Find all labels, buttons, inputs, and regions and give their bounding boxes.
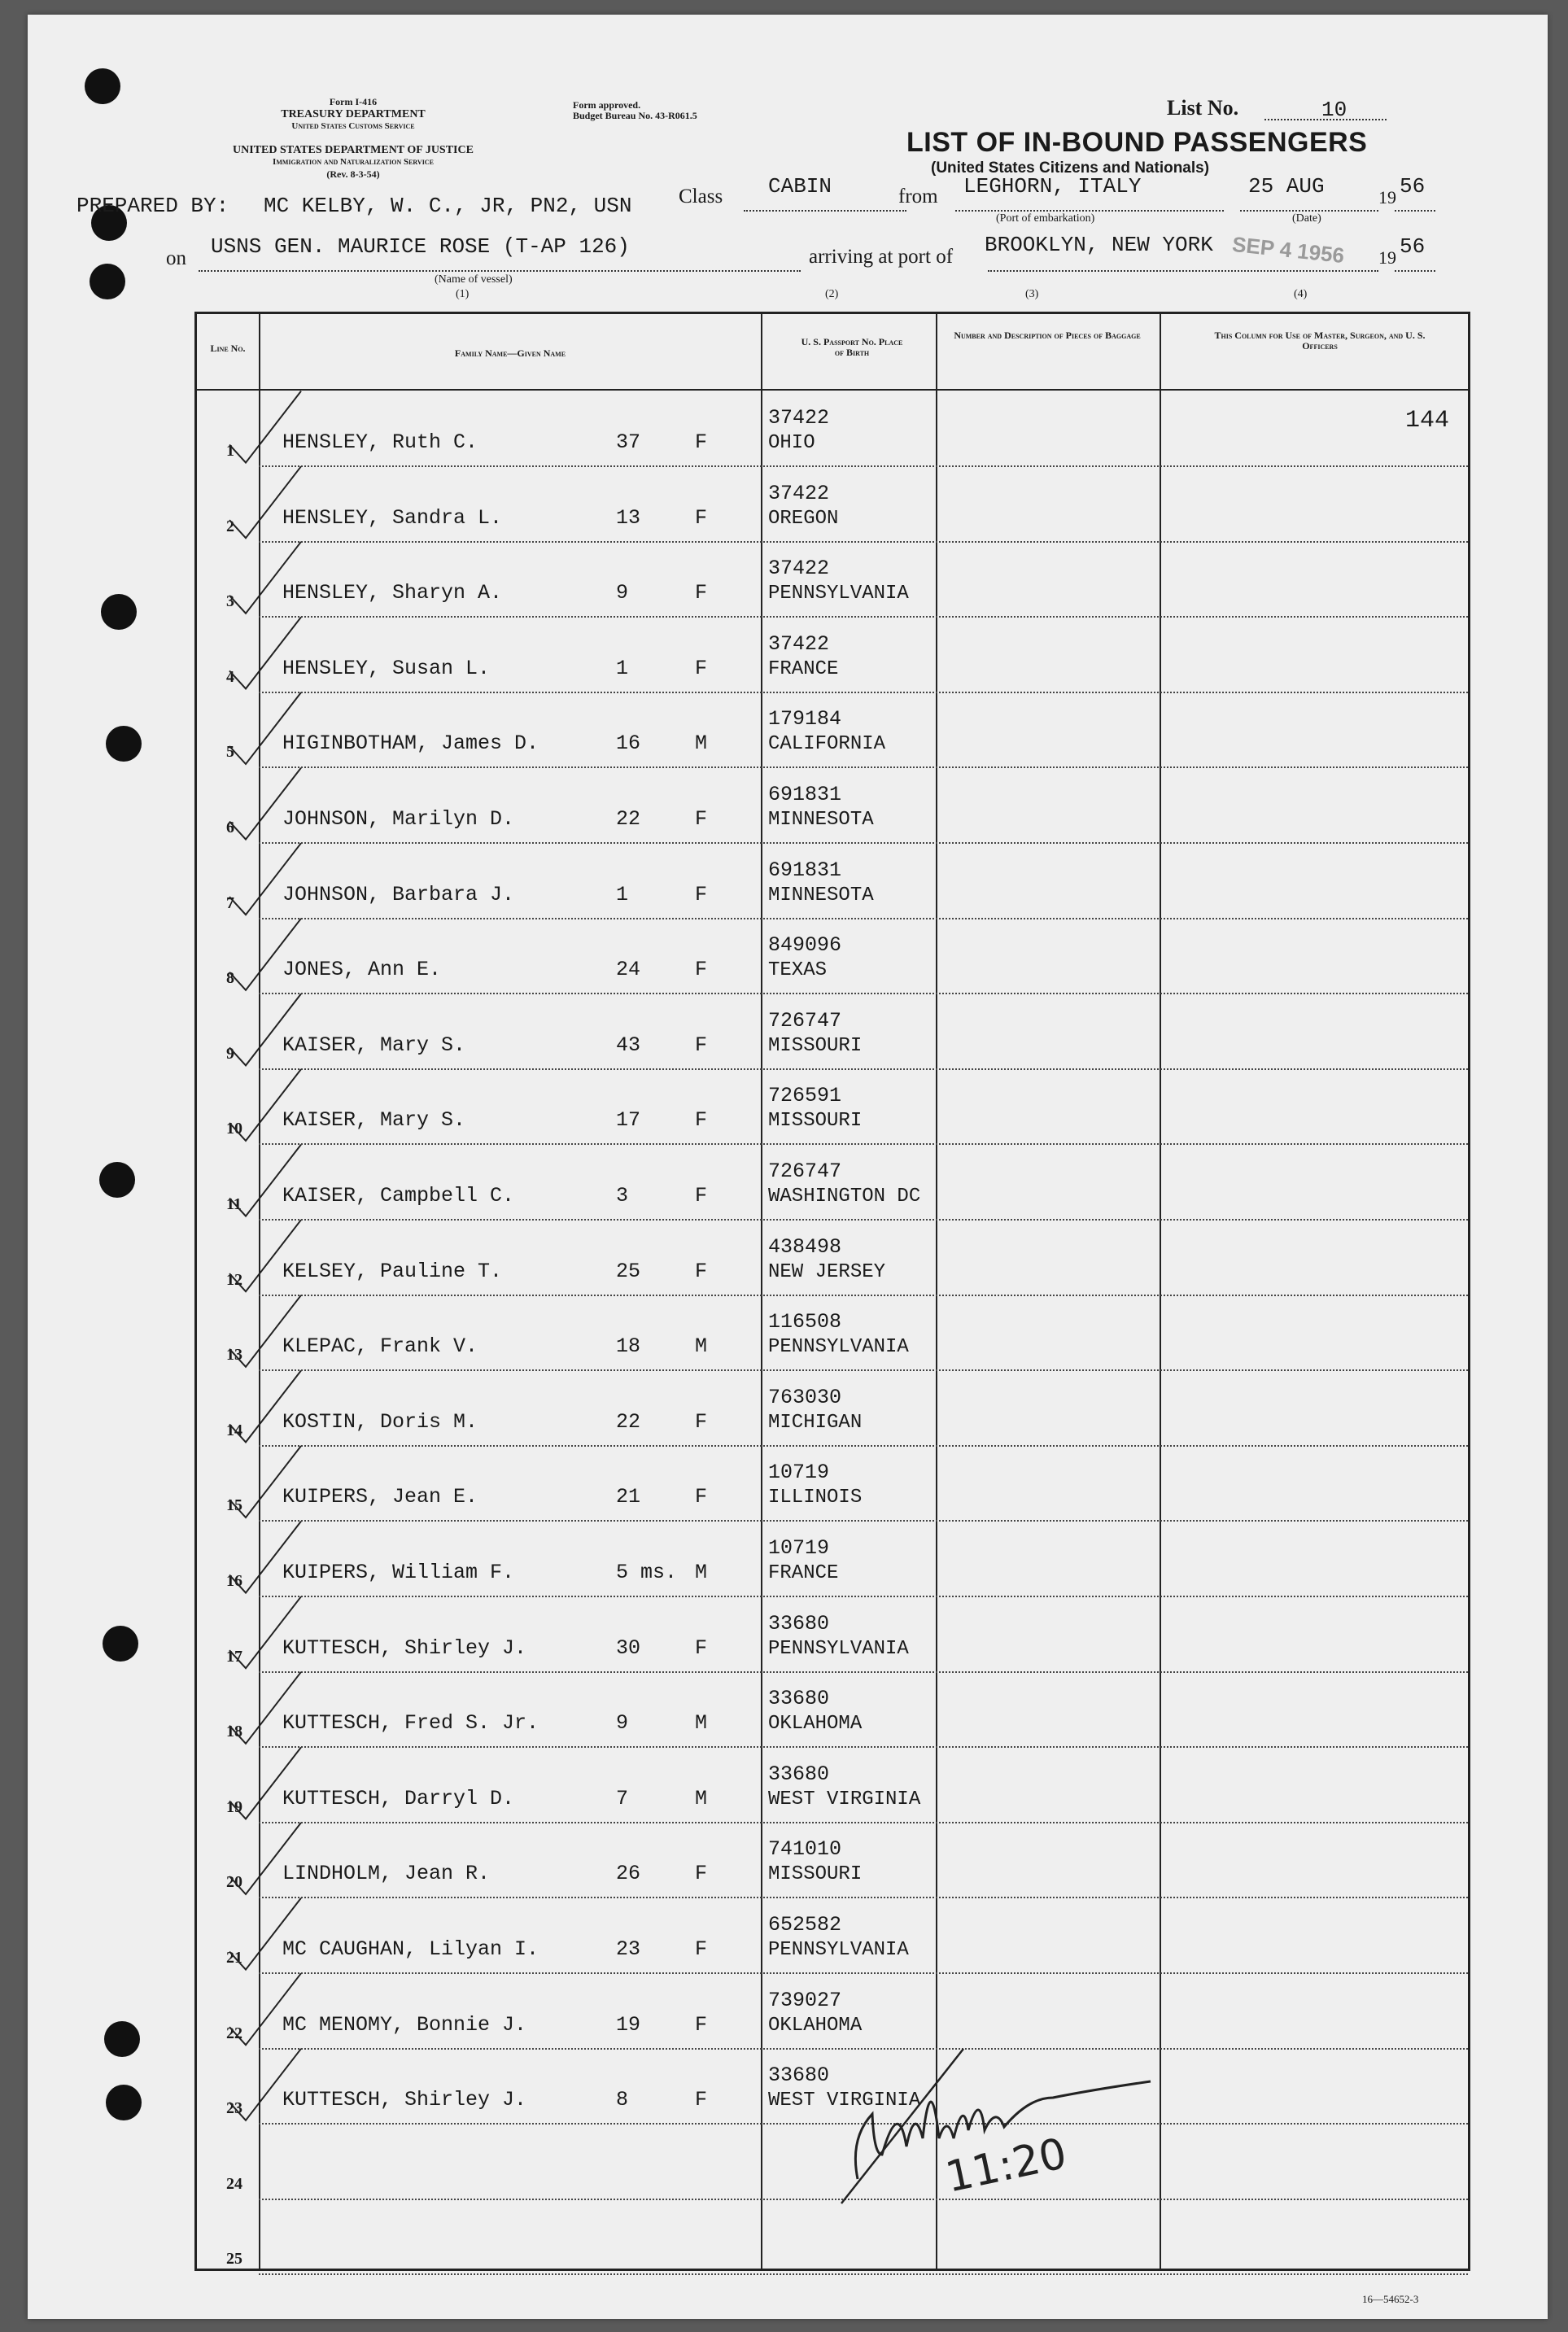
punch-hole — [99, 1162, 135, 1198]
year-prefix: 19 — [1378, 187, 1396, 207]
passenger-age: 18 — [616, 1334, 641, 1359]
passenger-age: 5 ms. — [616, 1561, 678, 1584]
line-number: 4 — [226, 667, 234, 686]
passport-number: 37422 — [768, 406, 830, 430]
passenger-sex: F — [695, 1485, 708, 1509]
signature-time: 11:20 — [941, 2129, 1072, 2203]
page-title: LIST OF IN-BOUND PASSENGERS — [906, 127, 1368, 158]
check-mark — [229, 1898, 301, 1970]
customs-service: United States Customs Service — [291, 121, 415, 131]
place-of-birth: WASHINGTON DC — [768, 1186, 921, 1207]
line-number: 14 — [226, 1421, 242, 1439]
arrival-year-line — [1395, 270, 1435, 272]
passport-number: 33680 — [768, 2063, 830, 2088]
vessel-name: USNS GEN. MAURICE ROSE (T-AP 126) — [211, 234, 630, 259]
passport-number: 739027 — [768, 1988, 842, 2012]
passport-number: 10719 — [768, 1536, 830, 1560]
check-mark — [229, 994, 301, 1065]
passport-number: 33680 — [768, 1762, 830, 1786]
check-mark — [229, 692, 301, 764]
line-number: 11 — [226, 1195, 242, 1213]
port-embark-caption: (Port of embarkation) — [996, 212, 1095, 225]
arrival-year: 56 — [1400, 234, 1426, 259]
line-number: 7 — [226, 893, 234, 912]
passport-number: 691831 — [768, 783, 842, 806]
passenger-sex: F — [695, 505, 708, 530]
passenger-name: JOHNSON, Barbara J. — [282, 882, 515, 906]
passenger-name: LINDHOLM, Jean R. — [282, 1862, 491, 1886]
passport-number: 179184 — [768, 707, 842, 731]
passenger-name: HENSLEY, Ruth C. — [282, 430, 478, 454]
check-mark — [229, 1596, 301, 1668]
line-number: 12 — [226, 1270, 242, 1289]
passport-number: 438498 — [768, 1234, 842, 1259]
agency-block — [150, 96, 557, 181]
date-caption: (Date) — [1292, 212, 1321, 225]
punch-hole — [103, 1626, 138, 1662]
line-number: 23 — [226, 2099, 242, 2118]
punch-hole — [104, 2021, 140, 2057]
passenger-sex: F — [695, 2012, 708, 2037]
budget-bureau: Budget Bureau No. 43-R061.5 — [573, 110, 697, 121]
passenger-age: 7 — [616, 1786, 629, 1810]
col-head-name: Family Name—Given Name — [454, 347, 566, 359]
passenger-name: HIGINBOTHAM, James D. — [282, 731, 539, 756]
arrival-stamp: SEP 4 1956 — [1230, 231, 1346, 269]
from-value: LEGHORN, ITALY — [963, 174, 1142, 199]
passenger-sex: F — [695, 581, 708, 605]
arrival-year-prefix: 19 — [1378, 247, 1396, 268]
from-line — [955, 210, 1224, 212]
check-mark — [229, 1446, 301, 1518]
passenger-age: 23 — [616, 1937, 641, 1961]
passenger-name: KUTTESCH, Fred S. Jr. — [282, 1711, 539, 1736]
year-value: 56 — [1400, 174, 1426, 199]
place-of-birth: PENNSYLVANIA — [768, 583, 909, 605]
place-of-birth: MINNESOTA — [768, 884, 874, 906]
passenger-name: MC MENOMY, Bonnie J. — [282, 2012, 527, 2037]
check-mark — [229, 2049, 301, 2120]
passenger-age: 30 — [616, 1635, 641, 1660]
passport-number: 741010 — [768, 1837, 842, 1862]
passenger-age: 9 — [616, 581, 629, 605]
check-mark — [229, 1747, 301, 1819]
line-number: 21 — [226, 1949, 242, 1967]
passenger-sex: F — [695, 656, 708, 680]
line-number: 15 — [226, 1496, 242, 1515]
punch-hole — [106, 2085, 142, 2120]
passenger-age: 1 — [616, 882, 629, 906]
place-of-birth: ILLINOIS — [768, 1487, 863, 1509]
passenger-sex: F — [695, 1409, 708, 1434]
arriving-label: arriving at port of — [809, 246, 954, 268]
check-marks — [197, 314, 1473, 2273]
passenger-age: 1 — [616, 656, 629, 680]
place-of-birth: MISSOURI — [768, 1110, 863, 1133]
line-number: 20 — [226, 1873, 242, 1892]
line-number: 6 — [226, 819, 234, 836]
col-head-officers: This Column for Use of Master, Surgeon, and U. S. Officers — [1214, 330, 1426, 352]
line-number: 25 — [226, 2250, 242, 2269]
passenger-table — [194, 312, 1470, 2271]
passenger-age: 13 — [616, 505, 641, 530]
passport-number: 849096 — [768, 933, 842, 958]
line-number: 17 — [226, 1647, 242, 1666]
passenger-age: 19 — [616, 2012, 641, 2037]
caption-4: (4) — [1294, 288, 1308, 300]
inspector-signature — [825, 2016, 1199, 2212]
place-of-birth: PENNSYLVANIA — [768, 1939, 909, 1961]
place-of-birth: FRANCE — [768, 657, 839, 680]
passport-number: 10719 — [768, 1461, 830, 1485]
passport-number: 691831 — [768, 858, 842, 882]
place-of-birth: WEST VIRGINIA — [768, 1788, 921, 1810]
arrival-port: BROOKLYN, NEW YORK — [985, 233, 1213, 257]
ins-service: Immigration and Naturalization Service — [273, 157, 434, 167]
manifest-page — [28, 15, 1548, 2319]
check-mark — [229, 919, 301, 990]
passenger-name: KAISER, Campbell C. — [282, 1184, 515, 1207]
passenger-age: 24 — [616, 958, 641, 982]
passenger-name: KUIPERS, William F. — [282, 1561, 515, 1584]
date-value: 25 AUG — [1248, 174, 1325, 199]
passenger-age: 9 — [616, 1711, 629, 1736]
passport-number: 37422 — [768, 631, 830, 656]
col-head-line: Line No. — [210, 343, 246, 354]
place-of-birth: OHIO — [768, 432, 815, 454]
check-mark — [229, 1295, 301, 1367]
passenger-sex: F — [695, 1033, 708, 1057]
place-of-birth: MICHIGAN — [768, 1411, 863, 1434]
line-number: 24 — [226, 2174, 242, 2193]
vessel-line — [199, 270, 801, 272]
caption-2: (2) — [825, 288, 839, 300]
passenger-sex: F — [695, 1937, 708, 1961]
place-of-birth: OREGON — [768, 507, 839, 530]
passenger-sex: M — [695, 1334, 708, 1359]
line-number: 2 — [226, 517, 234, 535]
passenger-name: HENSLEY, Sharyn A. — [282, 581, 503, 605]
prepared-label: PREPARED BY: — [76, 194, 229, 218]
page-subtitle: (United States Citizens and Nationals) — [931, 159, 1210, 177]
passenger-sex: M — [695, 1786, 708, 1810]
passenger-age: 17 — [616, 1108, 641, 1133]
check-mark — [229, 1220, 301, 1291]
passenger-age: 43 — [616, 1033, 641, 1057]
year-line — [1395, 210, 1435, 212]
justice-dept: UNITED STATES DEPARTMENT OF JUSTICE — [233, 144, 474, 156]
approval-block — [573, 100, 697, 121]
passenger-name: HENSLEY, Susan L. — [282, 656, 491, 680]
place-of-birth: FRANCE — [768, 1562, 839, 1584]
punch-hole — [106, 726, 142, 762]
passenger-age: 8 — [616, 2088, 629, 2112]
passenger-name: KLEPAC, Frank V. — [282, 1334, 478, 1359]
check-mark — [229, 466, 301, 538]
treasury-dept: TREASURY DEPARTMENT — [281, 108, 426, 120]
arrival-line — [988, 270, 1378, 272]
place-of-birth: PENNSYLVANIA — [768, 1637, 909, 1660]
class-label: Class — [679, 186, 723, 207]
passenger-name: MC CAUGHAN, Lilyan I. — [282, 1937, 539, 1961]
passenger-name: KAISER, Mary S. — [282, 1108, 466, 1133]
check-mark — [229, 391, 301, 463]
on-label: on — [166, 247, 186, 269]
check-mark — [229, 1145, 301, 1216]
check-mark — [229, 542, 301, 614]
passport-number: 726747 — [768, 1008, 842, 1033]
passport-number: 726747 — [768, 1159, 842, 1183]
passport-number: 763030 — [768, 1385, 842, 1409]
passport-number: 33680 — [768, 1611, 830, 1635]
punch-hole — [101, 594, 137, 630]
passenger-age: 3 — [616, 1184, 629, 1207]
passenger-name: KUTTESCH, Darryl D. — [282, 1786, 515, 1810]
passenger-sex: M — [695, 1561, 708, 1584]
check-mark — [229, 617, 301, 688]
passenger-name: KAISER, Mary S. — [282, 1033, 466, 1057]
line-number: 16 — [226, 1572, 242, 1590]
col-head-baggage: Number and Description of Pieces of Baggage — [954, 330, 1141, 341]
line-number: 10 — [226, 1120, 242, 1138]
passport-number: 726591 — [768, 1084, 842, 1108]
passenger-age: 25 — [616, 1259, 641, 1283]
passenger-sex: F — [695, 2088, 708, 2112]
col-head-passport: U. S. Passport No. Place of Birth — [801, 336, 903, 358]
check-mark — [229, 1672, 301, 1744]
passenger-age: 16 — [616, 731, 641, 756]
line-number: 3 — [226, 592, 234, 611]
check-mark — [229, 1522, 301, 1593]
list-no-label: List No. — [1167, 96, 1239, 120]
line-number: 5 — [226, 743, 234, 762]
passenger-age: 21 — [616, 1485, 641, 1509]
list-no-value: 10 — [1321, 98, 1347, 122]
passenger-sex: F — [695, 1862, 708, 1886]
passenger-sex: F — [695, 430, 708, 454]
passenger-sex: F — [695, 807, 708, 831]
check-mark — [229, 768, 301, 840]
place-of-birth: MINNESOTA — [768, 809, 874, 831]
line-number: 9 — [226, 1044, 234, 1063]
punch-hole — [90, 264, 125, 299]
passenger-name: KUIPERS, Jean E. — [282, 1485, 478, 1509]
prepared-by: MC KELBY, W. C., JR, PN2, USN — [264, 194, 632, 218]
form-approved: Form approved. — [573, 99, 641, 111]
passenger-name: KUTTESCH, Shirley J. — [282, 1635, 527, 1660]
class-line — [744, 210, 906, 212]
place-of-birth: WEST VIRGINIA — [768, 2090, 921, 2112]
date-line — [1240, 210, 1378, 212]
line-number: 22 — [226, 2024, 242, 2042]
passport-number: 37422 — [768, 557, 830, 581]
passport-number: 37422 — [768, 481, 830, 505]
line-number: 8 — [226, 969, 234, 988]
check-mark — [229, 1370, 301, 1442]
form-number: Form I-416 — [329, 96, 378, 107]
caption-1: (1) — [456, 288, 470, 300]
passenger-sex: F — [695, 1108, 708, 1133]
class-value: CABIN — [768, 174, 832, 199]
passenger-age: 22 — [616, 807, 641, 831]
passenger-age: 22 — [616, 1409, 641, 1434]
row-rule — [259, 2273, 1468, 2275]
passenger-sex: M — [695, 731, 708, 756]
passenger-age: 37 — [616, 430, 641, 454]
passenger-sex: F — [695, 882, 708, 906]
place-of-birth: PENNSYLVANIA — [768, 1336, 909, 1359]
passenger-age: 26 — [616, 1862, 641, 1886]
line-number: 19 — [226, 1797, 242, 1816]
passenger-sex: F — [695, 1184, 708, 1207]
line-number: 1 — [226, 442, 234, 460]
line-number: 18 — [226, 1723, 242, 1741]
passenger-name: HENSLEY, Sandra L. — [282, 505, 503, 530]
footer-code: 16—54652-3 — [1362, 2293, 1419, 2305]
from-label: from — [898, 186, 938, 207]
place-of-birth: OKLAHOMA — [768, 2014, 863, 2037]
passenger-name: KELSEY, Pauline T. — [282, 1259, 503, 1283]
passenger-sex: F — [695, 1259, 708, 1283]
passenger-name: KOSTIN, Doris M. — [282, 1409, 478, 1434]
passport-number: 116508 — [768, 1310, 842, 1334]
check-mark — [229, 1069, 301, 1141]
check-mark — [229, 1823, 301, 1894]
passenger-name: JONES, Ann E. — [282, 958, 442, 982]
check-mark — [229, 843, 301, 915]
passport-number: 652582 — [768, 1913, 842, 1937]
passenger-name: JOHNSON, Marilyn D. — [282, 807, 515, 831]
officer-note: 144 — [1405, 407, 1450, 435]
passport-number: 33680 — [768, 1687, 830, 1711]
passenger-sex: M — [695, 1711, 708, 1736]
passenger-name: KUTTESCH, Shirley J. — [282, 2088, 527, 2112]
place-of-birth: CALIFORNIA — [768, 733, 886, 756]
revision: (Rev. 8-3-54) — [326, 168, 380, 180]
vessel-caption: (Name of vessel) — [435, 273, 513, 286]
place-of-birth: NEW JERSEY — [768, 1260, 886, 1283]
place-of-birth: MISSOURI — [768, 1034, 863, 1057]
passenger-sex: F — [695, 1635, 708, 1660]
place-of-birth: MISSOURI — [768, 1863, 863, 1886]
line-number: 13 — [226, 1346, 242, 1365]
place-of-birth: TEXAS — [768, 959, 828, 982]
place-of-birth: OKLAHOMA — [768, 1713, 863, 1736]
passenger-sex: F — [695, 958, 708, 982]
punch-hole — [85, 68, 120, 104]
check-mark — [229, 1973, 301, 2045]
caption-3: (3) — [1025, 288, 1039, 300]
